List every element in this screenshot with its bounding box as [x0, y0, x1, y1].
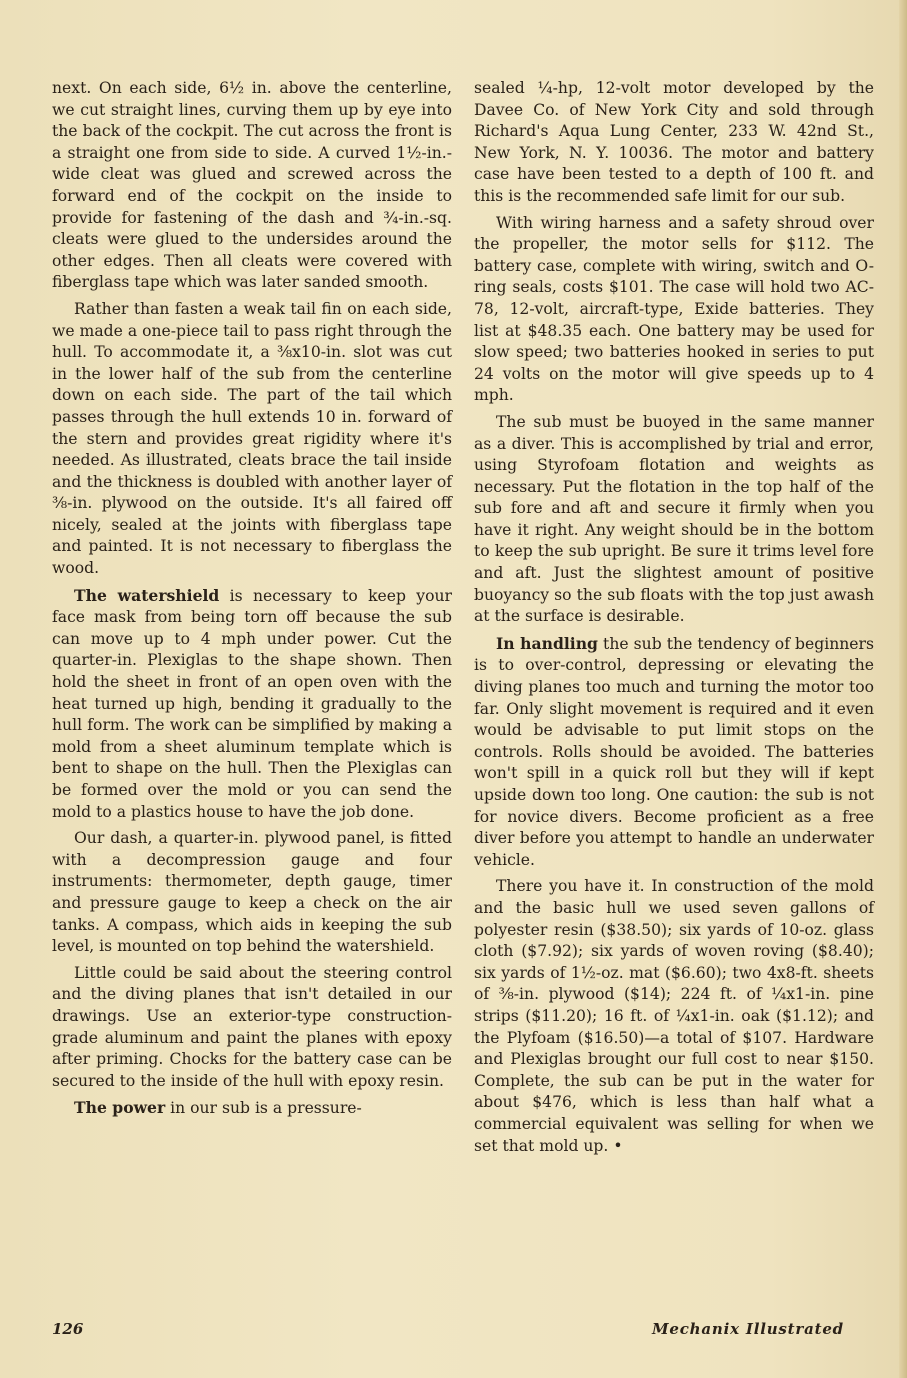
page-number: 126 — [52, 1320, 84, 1338]
paragraph — [52, 585, 452, 824]
subhead-lead: In handling — [496, 633, 598, 653]
paragraph: Little could be said about the steering control and the diving planes that isn't detailed in our drawings. Use an exterior-type construction-grade aluminum and paint the planes with epoxy after priming. Chocks for the battery case can be secured to the inside of the hull with epoxy resin. — [52, 963, 452, 1090]
paragraph: The sub must be buoyed in the same manner as a diver. This is accomplished by trial and error, using Styrofoam flotation and weights as necessary. Put the flotation in the top half of the sub fore and aft and secure it firmly when you have it right. Any weight should be in the bottom to keep the sub upright. Be sure it trims level fore and aft. Just the slightest amount of positive buoyancy so the sub floats with the top just awash at the surface is desirable. — [474, 412, 874, 626]
paragraph-text: the sub the tendency of beginners is to over-control, depressing or elevating the diving planes too much and turning the motor too far. Only slight movement is required and it even would be advisable to put limit stops on the controls. Rolls should be avoided. The batteries won't spill in a quick roll but they will if kept upside down too long. One caution: the sub is not for novice divers. Become proficient as a free diver before you attempt to handle an underwater vehicle. — [474, 634, 874, 869]
paragraph — [52, 1097, 452, 1120]
paragraph-text: in our sub is a pressure- — [165, 1099, 362, 1118]
page-edge — [899, 0, 907, 1378]
paragraph: Our dash, a quarter-in. plywood panel, is fitted with a decompression gauge and four instruments: thermometer, depth gauge, timer and pressure gauge to keep a check on the air tanks. A compass, which aids in keeping the sub level, is mounted on top behind the watershield. — [52, 829, 452, 956]
subhead-lead: The watershield — [74, 585, 220, 605]
paragraph: With wiring harness and a safety shroud over the propeller, the motor sells for $112. The battery case, complete with wiring, switch and O-ring seals, costs $101. The case will hold two AC-78, 12-volt, aircraft-type, Exide batteries. They list at $48.35 each. One battery may be used for slow speed; two batteries hooked in series to put 24 volts on the motor will give speeds up to 4 mph. — [474, 213, 874, 405]
subhead-lead: The power — [74, 1098, 166, 1118]
paragraph: There you have it. In construction of the mold and the basic hull we used seven gallons of polyester resin ($38.50); six yards of 10-oz. glass cloth ($7.92); six yards of woven roving ($8.40); six yards of 1½-oz. mat ($6.60); two 4x8-ft. sheets of ⅜-in. plywood ($14); 224 ft. of ¼x1-in. pine strips ($11.20); 16 ft. of ¼x1-in. oak ($1.12); and the Plyfoam ($16.50)—a total of $107. Hardware and Plexiglas brought our full cost to near $150. Complete, the sub can be put in the water for about $476, which is less than half what a commercial equivalent was selling for when we set that mold up. • — [474, 877, 874, 1155]
left-column — [52, 78, 452, 1125]
paragraph — [474, 633, 874, 872]
paragraph: next. On each side, 6½ in. above the centerline, we cut straight lines, curving them up by eye into the back of the cockpit. The cut across the front is a straight one from side to side. A curved 1½-in.-wide cleat was glued and screwed across the forward end of the cockpit on the inside to provide for fastening of the dash and ¾-in.-sq. cleats were glued to the undersides around the other edges. Then all cleats were covered with fiberglass tape which was later sanded smooth. — [52, 79, 452, 292]
paragraph-text: is necessary to keep your face mask from being torn off because the sub can move up to 4 mph under power. Cut the quarter-in. Plexiglas to the shape shown. Then hold the sheet in front of an open oven with the heat turned up high, bending it gradually to the hull form. The work can be simplified by making a mold from a sheet aluminum template which is bent to shape on the hull. Then the Plexiglas can be formed over the mold or you can send the mold to a plastics house to have the job done. — [52, 586, 453, 821]
right-column — [474, 78, 874, 1162]
paragraph: sealed ¼-hp, 12-volt motor developed by the Davee Co. of New York City and sold through Richard's Aqua Lung Center, 233 W. 42nd St., New York, N. Y. 10036. The motor and battery case have been tested to a depth of 100 ft. and this is the recommended safe limit for our sub. — [474, 79, 874, 205]
paragraph: Rather than fasten a weak tail fin on each side, we made a one-piece tail to pass right through the hull. To accommodate it, a ⅜x10-in. slot was cut in the lower half of the sub from the centerline down on each side. The part of the tail which passes through the hull extends 10 in. forward of the stern and provides great rigidity where it's needed. As illustrated, cleats brace the tail inside and the thickness is doubled with another layer of ⅜-in. plywood on the outside. It's all faired off nicely, sealed at the joints with fiberglass tape and painted. It is not necessary to fiberglass the wood. — [52, 299, 452, 578]
magazine-name: Mechanix Illustrated — [652, 1320, 844, 1338]
